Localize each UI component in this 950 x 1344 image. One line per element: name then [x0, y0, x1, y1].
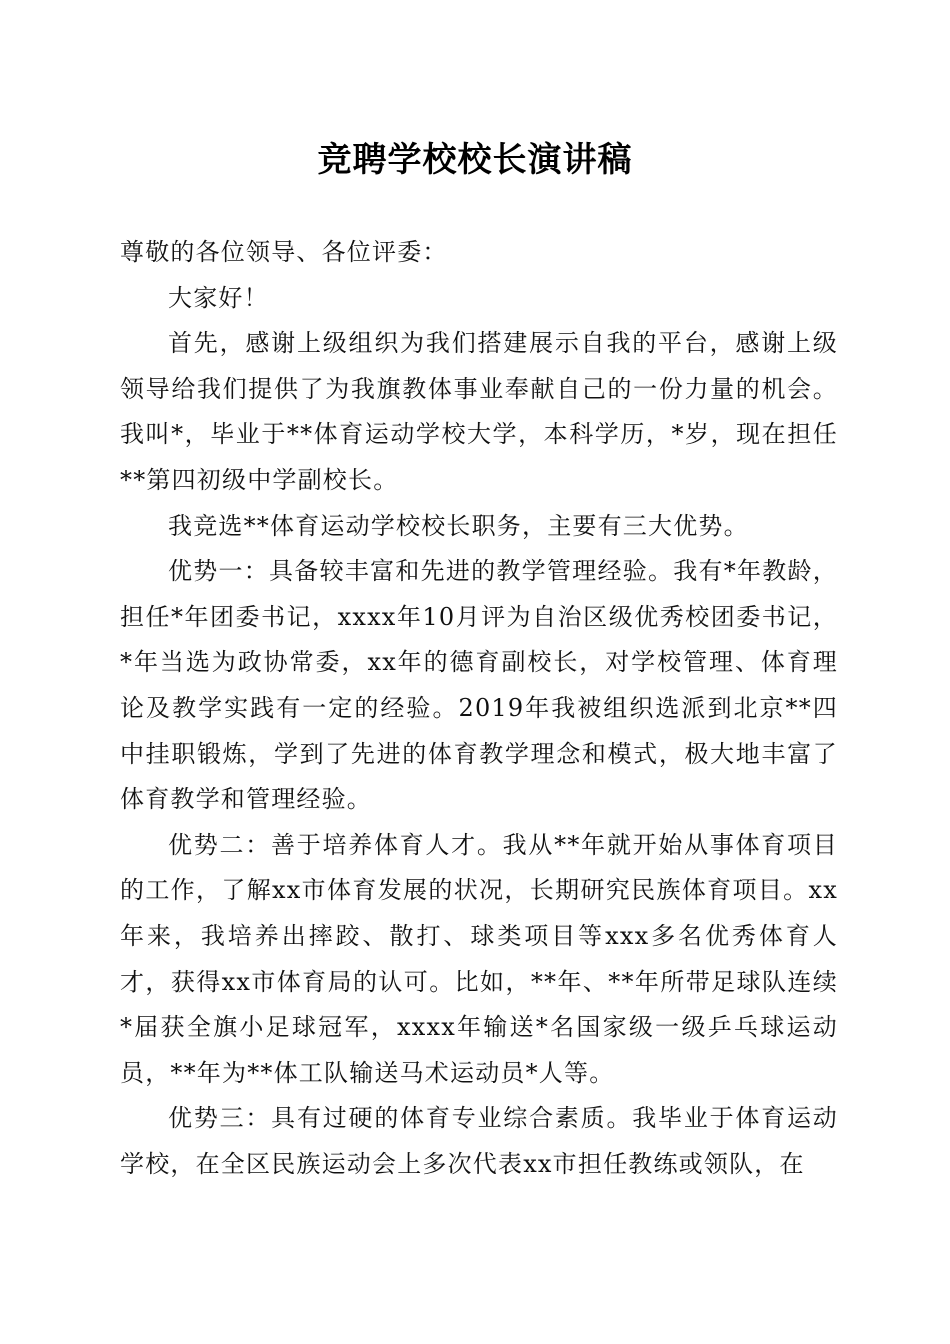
document-title: 竞聘学校校长演讲稿 — [317, 140, 633, 180]
document-body — [120, 230, 838, 1187]
paragraph-advantage-one: 优势一：具备较丰富和先进的教学管理经验。我有*年教龄，担任*年团委书记，xxxx年10月评为自治区级优秀校团委书记，*年当选为政协常委，xx年的德育副校长，对学校管理、体育理论及教学实践有一定的经验。2019年我被组织选派到北京**四中挂职锻炼，学到了先进的体育教学理念和模式，极大地丰富了体育教学和管理经验。 — [120, 557, 838, 814]
paragraph-advantage-three: 优势三：具有过硬的体育专业综合素质。我毕业于体育运动学校，在全区民族运动会上多次代表xx市担任教练或领队，在 — [120, 1104, 838, 1178]
salutation: 尊敬的各位领导、各位评委： — [120, 238, 448, 266]
paragraph-advantage-two: 优势二：善于培养体育人才。我从**年就开始从事体育项目的工作，了解xx市体育发展的状况，长期研究民族体育项目。xx年来，我培养出摔跤、散打、球类项目等xxx多名优秀体育人才，获得xx市体育局的认可。比如，**年、**年所带足球队连续*届获全旗小足球冠军，xxxx年输送*名国家级一级乒乓球运动员，**年为**体工队输送马术运动员*人等。 — [120, 830, 838, 1087]
paragraph-candidacy: 我竞选**体育运动学校校长职务，主要有三大优势。 — [168, 511, 749, 540]
paragraph-greeting: 大家好！ — [168, 283, 269, 312]
paragraph-introduction: 首先，感谢上级组织为我们搭建展示自我的平台，感谢上级领导给我们提供了为我旗教体事业奉献自己的一份力量的机会。我叫*，毕业于**体育运动学校大学，本科学历，*岁，现在担任**第四初级中学副校长。 — [120, 329, 838, 494]
